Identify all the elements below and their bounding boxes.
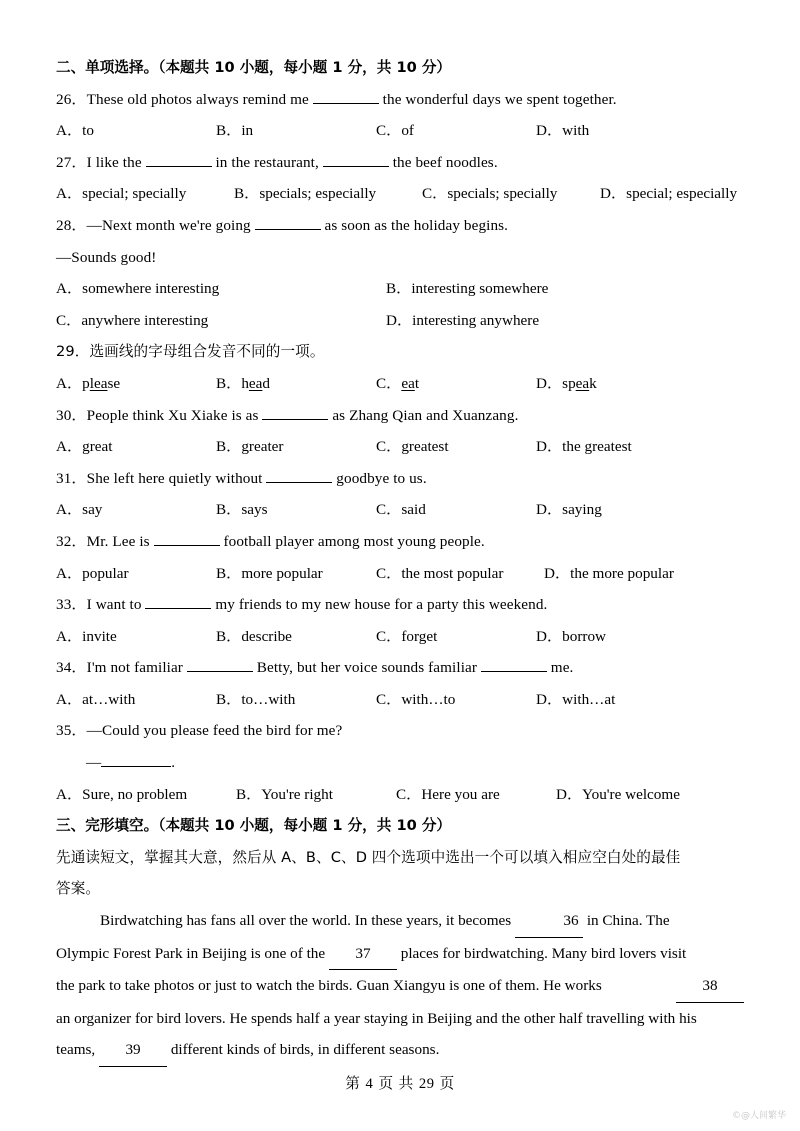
question-29-options bbox=[56, 368, 744, 400]
cloze-text-2b: places for birdwatching. Many bird lovers visit bbox=[396, 944, 687, 962]
question-26-stem bbox=[56, 84, 744, 116]
q26-option-b: B．in bbox=[216, 122, 254, 140]
footer-suffix: 页 bbox=[439, 1075, 455, 1092]
question-27-stem bbox=[56, 147, 744, 179]
q28-blank bbox=[255, 229, 321, 230]
q35-blank bbox=[101, 766, 171, 767]
question-30-options bbox=[56, 431, 744, 463]
q29-option-b: B．head bbox=[216, 374, 270, 392]
q33-option-b: B．describe bbox=[216, 627, 292, 645]
q33-option-a: A．invite bbox=[56, 627, 117, 645]
question-28-stem-line2: —Sounds good! bbox=[56, 248, 157, 266]
q35-option-d: D．You're welcome bbox=[556, 785, 680, 803]
question-28-stem bbox=[56, 210, 744, 242]
q31-option-c: C．said bbox=[376, 501, 426, 519]
question-34-options bbox=[56, 684, 744, 716]
section-2-heading: 二、单项选择。（本题共 10 小题，每小题 1 分，共 10 分） bbox=[56, 59, 452, 76]
q27-option-c: C．specials; specially bbox=[422, 185, 558, 203]
question-35-options bbox=[56, 779, 744, 811]
cloze-text-1b: in China. The bbox=[583, 912, 670, 930]
q30-stem-post: as Zhang Qian and Xuanzang. bbox=[328, 406, 519, 424]
q31-option-b: B．says bbox=[216, 501, 268, 519]
q31-option-a: A．say bbox=[56, 501, 103, 519]
question-27-options bbox=[56, 178, 744, 210]
cloze-text-3: the park to take photos or just to watch the birds. Guan Xiangyu is one of them. He works bbox=[56, 977, 602, 995]
q34-stem-pre: 34．I'm not familiar bbox=[56, 659, 187, 677]
q34-option-c: C．with…to bbox=[376, 690, 456, 708]
cloze-blank-39: 39 bbox=[99, 1034, 167, 1067]
q34-option-b: B．to…with bbox=[216, 690, 296, 708]
question-32-stem bbox=[56, 526, 744, 558]
question-32-options bbox=[56, 558, 744, 590]
cloze-line-4 bbox=[56, 1003, 744, 1035]
q35-period: . bbox=[171, 754, 176, 772]
section-3-heading: 三、完形填空。（本题共 10 小题，每小题 1 分，共 10 分） bbox=[56, 817, 452, 835]
cloze-blank-36: 36 bbox=[515, 905, 583, 938]
q28-stem-pre: 28．—Next month we're going bbox=[56, 216, 255, 234]
question-26-options bbox=[56, 115, 744, 147]
q33-option-c: C．forget bbox=[376, 627, 438, 645]
footer-page-number: 4 bbox=[365, 1076, 374, 1092]
q26-blank bbox=[313, 103, 379, 104]
q32-stem-pre: 32．Mr. Lee is bbox=[56, 532, 154, 550]
q31-option-d: D．saying bbox=[536, 501, 602, 519]
q28-option-d: D．interesting anywhere bbox=[386, 311, 540, 329]
question-34-stem bbox=[56, 652, 744, 684]
q34-blank-1 bbox=[187, 671, 253, 672]
q26-option-d: D．with bbox=[536, 122, 590, 140]
footer-prefix: 第 bbox=[345, 1075, 361, 1092]
q27-stem-mid: in the restaurant, bbox=[211, 153, 323, 171]
cloze-line-3 bbox=[56, 970, 744, 1003]
question-31-stem bbox=[56, 463, 744, 495]
section-3-instruction-line1: 先通读短文，掌握其大意，然后从 A、B、C、D 四个选项中选出一个可以填入相应空白处的最佳 bbox=[56, 848, 681, 866]
section-3-instruction-line2: 答案。 bbox=[56, 880, 101, 898]
cloze-line-1 bbox=[56, 905, 744, 938]
page-footer bbox=[0, 1072, 800, 1093]
q32-option-c: C．the most popular bbox=[376, 564, 504, 582]
cloze-blank-38: 38 bbox=[676, 970, 744, 1003]
footer-middle: 页 共 bbox=[378, 1075, 414, 1092]
q33-blank bbox=[145, 608, 211, 609]
q32-option-d: D．the more popular bbox=[544, 564, 674, 582]
footer-total-pages: 29 bbox=[418, 1076, 435, 1092]
q31-stem-pre: 31．She left here quietly without bbox=[56, 469, 267, 487]
q34-option-d: D．with…at bbox=[536, 690, 616, 708]
q30-option-c: C．greatest bbox=[376, 438, 449, 456]
q27-option-b: B．specials; especially bbox=[234, 185, 377, 203]
q30-blank bbox=[262, 419, 328, 420]
q35-dash: — bbox=[86, 754, 102, 772]
q26-option-a: A．to bbox=[56, 122, 94, 140]
cloze-text-2: Olympic Forest Park in Beijing is one of the bbox=[56, 944, 329, 962]
q33-stem-pre: 33．I want to bbox=[56, 596, 146, 614]
q29-option-a: A．please bbox=[56, 374, 121, 392]
q32-blank bbox=[154, 545, 220, 546]
q27-stem-post: the beef noodles. bbox=[388, 153, 498, 171]
q28-option-c: C．anywhere interesting bbox=[56, 311, 209, 329]
cloze-line-2 bbox=[56, 938, 744, 971]
question-33-options bbox=[56, 621, 744, 653]
q27-option-d: D．special; especially bbox=[600, 185, 738, 203]
q28-stem-post: as soon as the holiday begins. bbox=[320, 216, 509, 234]
q26-option-c: C．of bbox=[376, 122, 414, 140]
q34-option-a: A．at…with bbox=[56, 690, 136, 708]
q32-option-a: A．popular bbox=[56, 564, 129, 582]
q35-option-c: C．Here you are bbox=[396, 785, 500, 803]
cloze-passage bbox=[56, 905, 744, 1067]
cloze-line-5 bbox=[56, 1034, 744, 1067]
q31-stem-post: goodbye to us. bbox=[332, 469, 427, 487]
q35-option-a: A．Sure, no problem bbox=[56, 785, 188, 803]
q32-stem-post: football player among most young people. bbox=[219, 532, 485, 550]
question-30-stem bbox=[56, 400, 744, 432]
q26-stem-post: the wonderful days we spent together. bbox=[378, 90, 617, 108]
cloze-text-5b: different kinds of birds, in different seasons. bbox=[167, 1041, 440, 1059]
q30-option-b: B．greater bbox=[216, 438, 284, 456]
q34-stem-post: me. bbox=[546, 659, 574, 677]
q33-option-d: D．borrow bbox=[536, 627, 607, 645]
q34-stem-mid: Betty, but her voice sounds familiar bbox=[252, 659, 481, 677]
q29-option-d: D．speak bbox=[536, 374, 597, 392]
q29-option-c: C．eat bbox=[376, 374, 420, 392]
question-35-stem-line2 bbox=[56, 747, 744, 779]
q27-blank-2 bbox=[323, 166, 389, 167]
q30-stem-pre: 30．People think Xu Xiake is as bbox=[56, 406, 263, 424]
cloze-blank-37: 37 bbox=[329, 938, 397, 971]
q33-stem-post: my friends to my new house for a party this weekend. bbox=[211, 596, 548, 614]
question-29-stem: 29．选画线的字母组合发音不同的一项。 bbox=[56, 343, 325, 361]
cloze-text-4: an organizer for bird lovers. He spends half a year staying in Beijing and the other half travelling with his bbox=[56, 1009, 697, 1027]
q30-option-a: A．great bbox=[56, 438, 113, 456]
q27-stem-pre: 27．I like the bbox=[56, 153, 146, 171]
question-35-stem: 35．—Could you please feed the bird for me? bbox=[56, 722, 343, 740]
q31-blank bbox=[266, 482, 332, 483]
q34-blank-2 bbox=[481, 671, 547, 672]
q32-option-b: B．more popular bbox=[216, 564, 323, 582]
q27-option-a: A．special; specially bbox=[56, 185, 187, 203]
cloze-text-1: Birdwatching has fans all over the world. In these years, it becomes bbox=[100, 912, 516, 930]
q30-option-d: D．the greatest bbox=[536, 438, 632, 456]
q26-stem-pre: 26．These old photos always remind me bbox=[56, 90, 313, 108]
question-33-stem bbox=[56, 589, 744, 621]
watermark: ©@人间繁华 bbox=[731, 1111, 786, 1121]
cloze-text-5: teams, bbox=[56, 1041, 100, 1059]
q28-option-b: B．interesting somewhere bbox=[386, 280, 549, 298]
question-28-options-row1 bbox=[56, 273, 744, 305]
q28-option-a: A．somewhere interesting bbox=[56, 280, 220, 298]
q27-blank-1 bbox=[146, 166, 212, 167]
question-31-options bbox=[56, 494, 744, 526]
q35-option-b: B．You're right bbox=[236, 785, 333, 803]
question-28-options-row2 bbox=[56, 305, 744, 337]
